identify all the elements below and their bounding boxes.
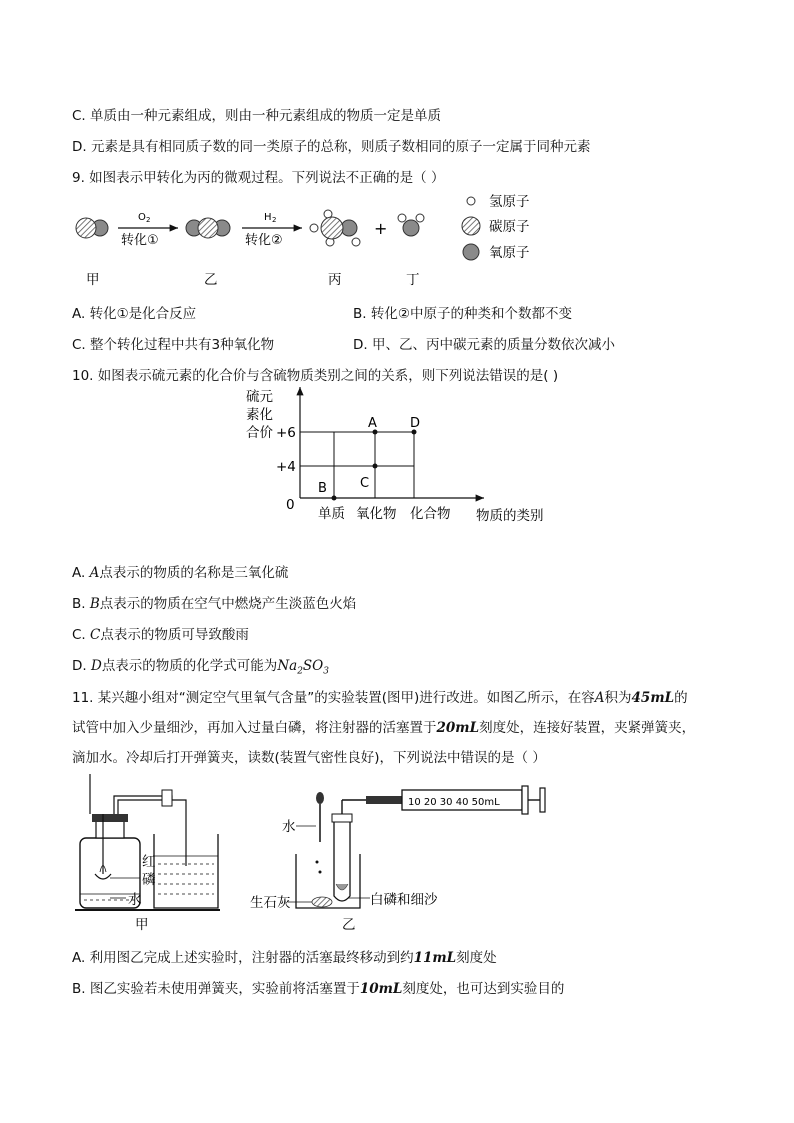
- x-tick-compound: 化合物: [410, 506, 451, 522]
- y-label-1: 硫元: [246, 389, 273, 405]
- label-water-jia: 水: [128, 892, 142, 908]
- q11-option-a: A. 利用图乙完成上述实验时，注射器的活塞最终移动到约11mL刻度处: [72, 950, 497, 966]
- q10-stem: 10. 如图表示硫元素的化合价与含硫物质类别之间的关系，则下列说法错误的是( ): [72, 368, 559, 384]
- hydrogen-atom: [310, 224, 318, 232]
- y-tick-0: 0: [286, 497, 295, 513]
- bottle-neck: [96, 820, 124, 838]
- q9-option-c: C. 整个转化过程中共有3种氧化物: [72, 337, 275, 353]
- label-jia: 甲: [135, 917, 149, 933]
- oxygen-legend-icon: [463, 244, 479, 260]
- point-c: [373, 464, 378, 469]
- stopper: [92, 814, 128, 822]
- plunger-head: [540, 788, 545, 812]
- y-tick-plus6: +6: [276, 425, 296, 441]
- hydrogen-legend-icon: [467, 197, 475, 205]
- q9-stem: 9. 如图表示甲转化为丙的微观过程。下列说法不正确的是（ ）: [72, 170, 445, 186]
- molecule-ding: [398, 214, 424, 236]
- q10-valence-chart: [236, 385, 566, 530]
- point-label-b: B: [318, 481, 327, 496]
- point-label-a: A: [368, 416, 377, 431]
- spring-clip-icon: [162, 790, 172, 806]
- q9-option-a: A. 转化①是化合反应: [72, 306, 197, 322]
- q8-option-c: C. 单质由一种元素组成，则由一种元素组成的物质一定是单质: [72, 108, 442, 124]
- q11-stem-line1: 11. 某兴趣小组对“测定空气里氧气含量”的实验装置(图甲)进行改进。如图乙所示，在容A积为45mL的: [72, 690, 688, 706]
- y-label-3: 合价: [246, 425, 273, 441]
- atom-legend: [462, 194, 530, 261]
- q10-option-b: B. B点表示的物质在空气中燃烧产生淡蓝色火焰: [72, 596, 357, 612]
- x-axis-label: 物质的类别: [476, 508, 544, 524]
- label-bing: 丙: [328, 272, 342, 288]
- label-yi: 乙: [204, 272, 218, 288]
- hydrogen-atom: [352, 238, 360, 246]
- hydrogen-atom: [416, 214, 424, 222]
- q11-apparatus-figure: [70, 774, 560, 934]
- label-white-p: 白磷和细沙: [370, 892, 438, 908]
- label-quicklime: 生石灰: [250, 895, 291, 911]
- quicklime: [312, 897, 332, 907]
- plus-sign: +: [374, 219, 388, 238]
- molecule-bing: [310, 210, 360, 246]
- label-red-p-1: 红: [142, 854, 156, 870]
- y-label-2: 素化: [246, 407, 273, 423]
- legend-oxygen: 氧原子: [489, 245, 530, 261]
- reagent2: H: [264, 212, 272, 223]
- q10-option-d: D. D点表示的物质的化学式可能为$Na_2SO_3$: [72, 658, 329, 677]
- q9-molecule-diagram: [66, 188, 566, 293]
- point-label-d: D: [410, 416, 421, 431]
- label-water-yi: 水: [282, 819, 296, 835]
- apparatus-jia: [75, 774, 220, 933]
- label-yi: 乙: [342, 917, 356, 933]
- reagent1-sub: 2: [146, 216, 151, 224]
- q10-option-c: C. C点表示的物质可导致酸雨: [72, 627, 249, 643]
- q11-option-b: B. 图乙实验若未使用弹簧夹，实验前将活塞置于10mL刻度处，也可达到实验目的: [72, 981, 565, 997]
- syringe-flange: [522, 786, 528, 814]
- y-tick-plus4: +4: [276, 459, 296, 475]
- point-b: [332, 496, 337, 501]
- label-red-p-2: 磷: [142, 872, 156, 888]
- reagent1: O: [138, 212, 146, 223]
- tube-stopper: [332, 814, 352, 822]
- legend-carbon: 碳原子: [489, 219, 530, 235]
- white-phosphorus-sand: [336, 884, 348, 890]
- q11-stem-line2: 试管中加入少量细沙，再加入过量白磷，将注射器的活塞置于20mL刻度处，连接好装置，夹紧弹簧夹，: [72, 720, 696, 736]
- point-label-c: C: [360, 476, 370, 491]
- syringe-nozzle: [366, 796, 402, 804]
- carbon-atom: [76, 218, 96, 238]
- oxygen-atom: [403, 220, 419, 236]
- q9-option-d: D. 甲、乙、丙中碳元素的质量分数依次减小: [353, 337, 615, 353]
- molecule-yi: [186, 218, 230, 238]
- x-tick-elemental: 单质: [318, 506, 345, 522]
- step2-label: 转化②: [245, 233, 283, 248]
- reagent2-sub: 2: [272, 216, 277, 224]
- molecule-jia: [76, 218, 108, 238]
- q10-option-a: A. A点表示的物质的名称是三氧化硫: [72, 565, 289, 581]
- carbon-atom: [321, 217, 343, 239]
- q9-option-b: B. 转化②中原子的种类和个数都不变: [353, 306, 572, 322]
- apparatus-yi: [250, 786, 545, 933]
- label-ding: 丁: [406, 272, 420, 288]
- x-tick-oxide: 氧化物: [356, 506, 397, 522]
- q8-option-d: D. 元素是具有相同质子数的同一类原子的总称，则质子数相同的原子一定属于同种元素: [72, 139, 591, 155]
- hydrogen-atom: [398, 214, 406, 222]
- dropper-bulb: [316, 792, 324, 804]
- syringe-scale: 10 20 30 40 50mL: [408, 797, 500, 808]
- carbon-legend-icon: [462, 217, 480, 235]
- label-jia: 甲: [86, 272, 100, 288]
- legend-hydrogen: 氢原子: [489, 194, 530, 210]
- step1-label: 转化①: [121, 233, 159, 248]
- carbon-atom: [198, 218, 218, 238]
- q11-stem-line3: 滴加水。冷却后打开弹簧夹，读数(装置气密性良好)，下列说法中错误的是（ ）: [72, 750, 546, 766]
